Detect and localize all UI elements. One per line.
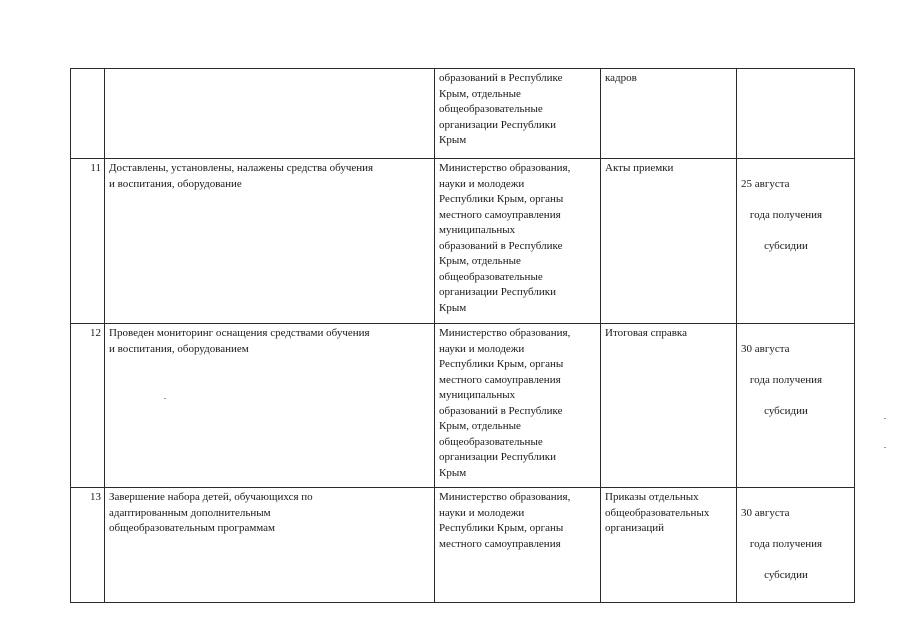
deadline-year: года получения <box>749 208 823 221</box>
scan-speck <box>884 447 886 448</box>
document-cell: Акты приемки <box>601 159 737 324</box>
table-row <box>71 69 855 159</box>
task-cell: Завершение набора детей, обучающихся по адаптированным дополнительным общеобразовательным программам <box>105 488 435 603</box>
deadline-cell <box>737 69 855 159</box>
deadline-date: 30 августа <box>741 506 790 519</box>
document-cell: кадров <box>601 69 737 159</box>
table-row <box>71 159 855 324</box>
document-cell: Приказы отдельных общеобразовательных организаций <box>601 488 737 603</box>
document-cell: Итоговая справка <box>601 324 737 488</box>
deadline-subsidy: субсидии <box>764 568 808 581</box>
responsible-cell: Министерство образования, науки и молодежи Республики Крым, органы местного самоуправления муниципальных образований в Республике Крым, отдельные общеобразовательные организации Республики Крым <box>435 324 601 488</box>
row-number <box>71 69 105 159</box>
deadline-cell <box>737 159 855 324</box>
deadline-year: года получения <box>749 537 823 550</box>
deadline-subsidy: субсидии <box>764 239 808 252</box>
responsible-cell: Министерство образования, науки и молодежи Республики Крым, органы местного самоуправления муниципальных образований в Республике Крым, отдельные общеобразовательные организации Республики Крым <box>435 159 601 324</box>
scan-speck <box>884 418 886 419</box>
row-number: 11 <box>71 159 105 324</box>
table-row <box>71 488 855 603</box>
deadline-year: года получения <box>749 373 823 386</box>
deadline-date: 30 августа <box>741 342 790 355</box>
deadline-subsidy: субсидии <box>764 404 808 417</box>
scan-speck <box>164 398 166 399</box>
task-cell: Проведен мониторинг оснащения средствами обучения и воспитания, оборудованием <box>105 324 435 488</box>
responsible-cell: Министерство образования, науки и молодежи Республики Крым, органы местного самоуправления <box>435 488 601 603</box>
table-row <box>71 324 855 488</box>
deadline-cell <box>737 324 855 488</box>
deadline-date: 25 августа <box>741 177 790 190</box>
plan-table <box>70 68 855 603</box>
task-cell: Доставлены, установлены, налажены средства обучения и воспитания, оборудование <box>105 159 435 324</box>
deadline-cell <box>737 488 855 603</box>
row-number: 13 <box>71 488 105 603</box>
row-number: 12 <box>71 324 105 488</box>
responsible-cell: образований в Республике Крым, отдельные общеобразовательные организации Республики Крым <box>435 69 601 159</box>
task-cell <box>105 69 435 159</box>
